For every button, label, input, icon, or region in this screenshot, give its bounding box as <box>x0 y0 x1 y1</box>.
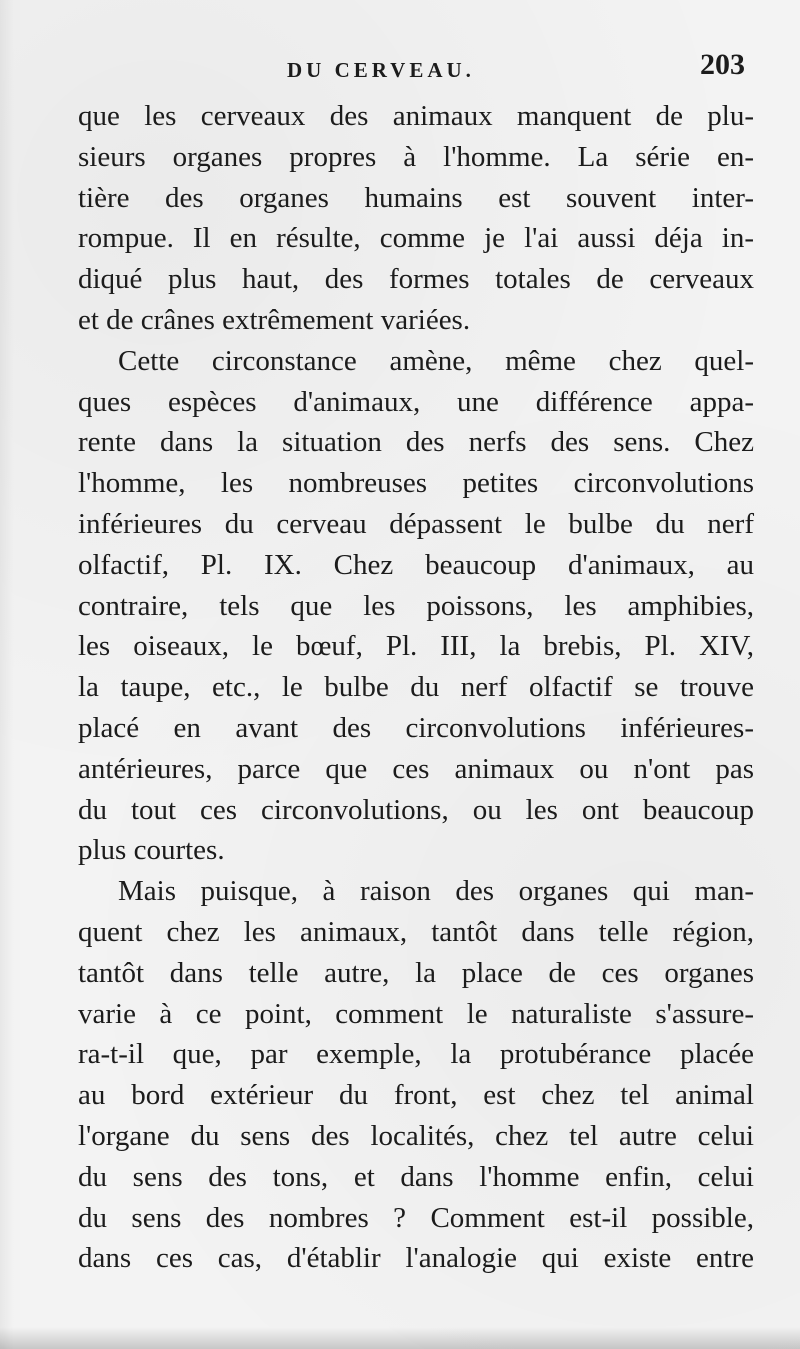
text-line: l'homme, les nombreuses petites circonvolutions <box>78 467 754 500</box>
body-text <box>78 96 754 1279</box>
text-line: du tout ces circonvolutions, ou les ont beaucoup <box>78 793 754 826</box>
text-line: diqué plus haut, des formes totales de cerveaux <box>78 263 754 296</box>
text-line: rente dans la situation des nerfs des sens. Chez <box>78 426 754 459</box>
page-bottom-shadow <box>0 1327 800 1349</box>
text-line: dans ces cas, d'établir l'analogie qui existe entre <box>78 1242 754 1275</box>
paragraph-first-line: Cette circonstance amène, même chez quel- <box>118 344 754 377</box>
text-line: au bord extérieur du front, est chez tel animal <box>78 1079 754 1112</box>
text-line: et de crânes extrêmement variées. <box>78 303 471 336</box>
text-line: l'organe du sens des localités, chez tel autre celui <box>78 1119 754 1152</box>
paragraph-first-line: Mais puisque, à raison des organes qui man- <box>118 875 754 908</box>
text-line: olfactif, Pl. IX. Chez beaucoup d'animaux, au <box>78 548 754 581</box>
text-line: tière des organes humains est souvent inter- <box>78 181 754 214</box>
text-line: contraire, tels que les poissons, les amphibies, <box>78 589 754 622</box>
text-line: antérieures, parce que ces animaux ou n'ont pas <box>78 752 754 785</box>
text-line: la taupe, etc., le bulbe du nerf olfactif se trouve <box>78 671 754 704</box>
text-line: du sens des nombres ? Comment est-il possible, <box>78 1201 754 1234</box>
text-line: sieurs organes propres à l'homme. La série en- <box>78 140 754 173</box>
text-line: tantôt dans telle autre, la place de ces organes <box>78 956 754 989</box>
text-line: plus courtes. <box>78 834 225 867</box>
text-line: quent chez les animaux, tantôt dans telle région, <box>78 915 754 948</box>
text-line: inférieures du cerveau dépassent le bulbe du nerf <box>78 507 754 540</box>
text-line: que les cerveaux des animaux manquent de plu- <box>78 100 754 132</box>
text-line: varie à ce point, comment le naturaliste s'assure- <box>78 997 754 1030</box>
text-line: ques espèces d'animaux, une différence appa- <box>78 385 754 418</box>
text-line: ra-t-il que, par exemple, la protubérance placée <box>78 1038 754 1071</box>
running-head-title: DU CERVEAU. <box>287 58 475 82</box>
text-line: du sens des tons, et dans l'homme enfin, celui <box>78 1160 754 1193</box>
page-number: 203 <box>700 48 745 81</box>
text-line: placé en avant des circonvolutions inférieures- <box>78 711 754 744</box>
text-line: les oiseaux, le bœuf, Pl. III, la brebis, Pl. XIV, <box>78 630 754 663</box>
running-head <box>0 48 800 88</box>
text-line: rompue. Il en résulte, comme je l'ai aussi déja in- <box>78 222 754 255</box>
